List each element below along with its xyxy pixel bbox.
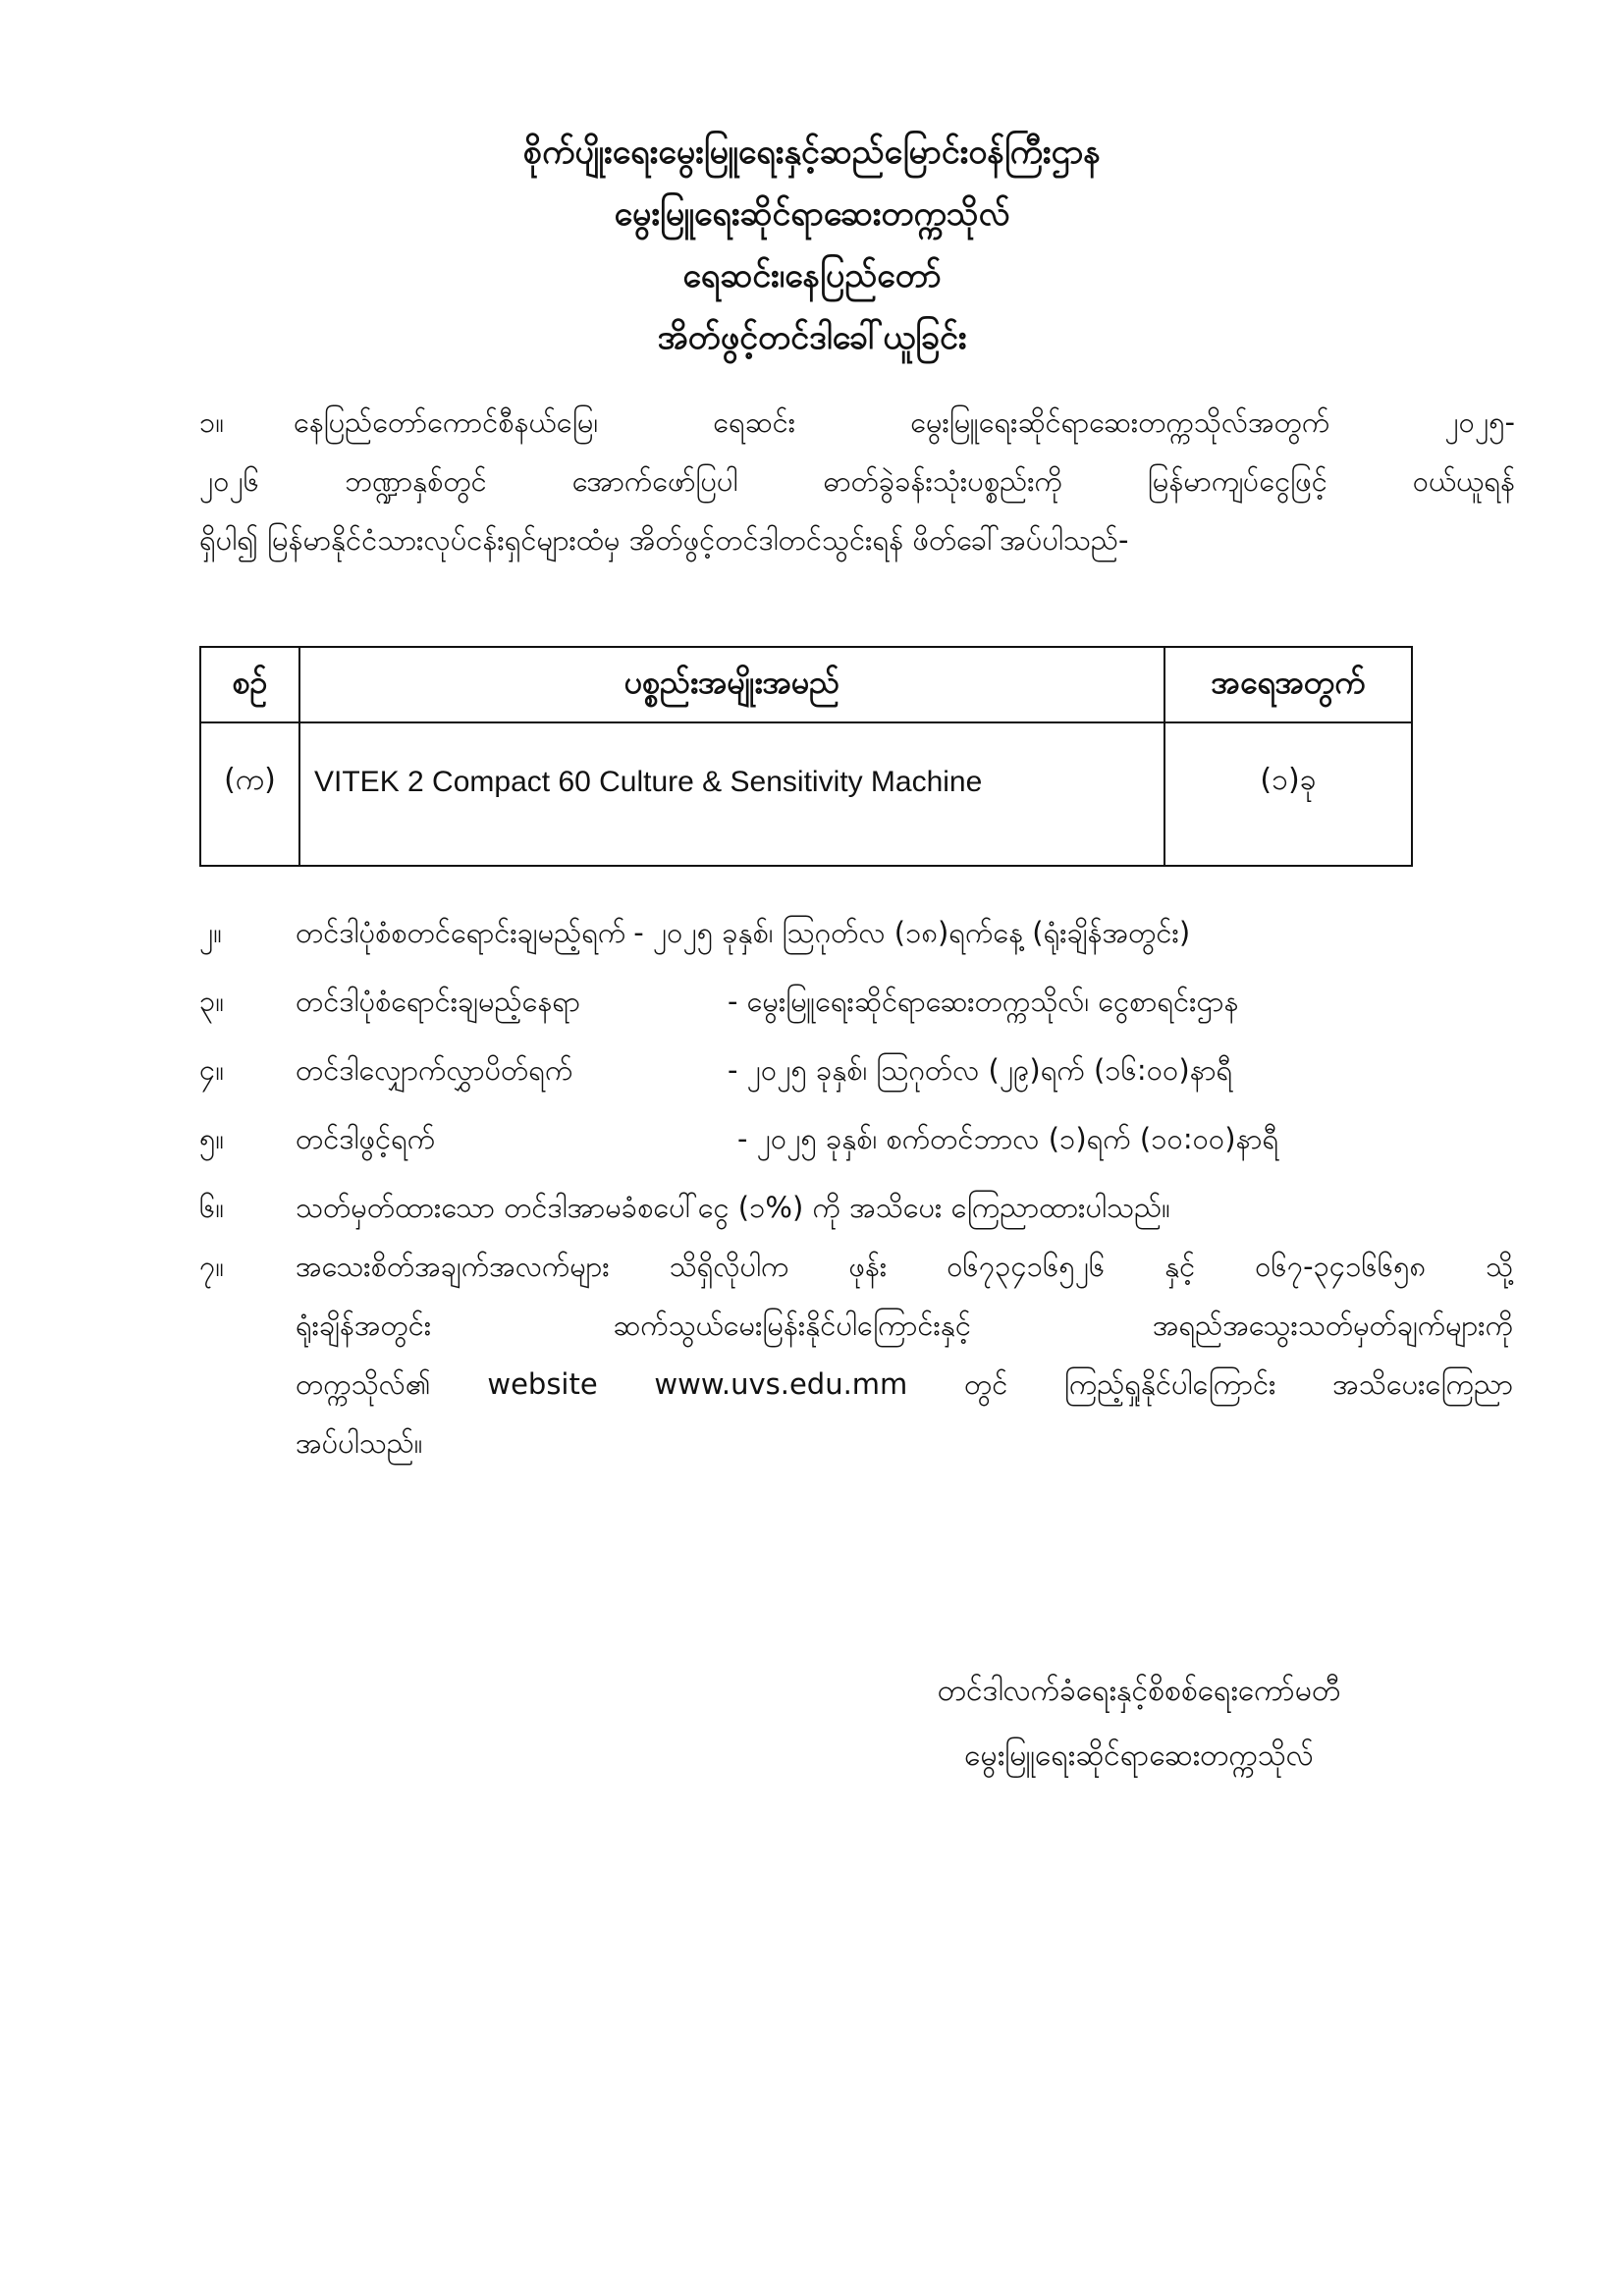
item-number: ၂။ bbox=[199, 915, 223, 949]
item-number: ၃။ bbox=[199, 984, 225, 1018]
table-cell-serial: (က) bbox=[200, 722, 299, 866]
list-item bbox=[199, 1176, 1515, 1245]
item-number: ၄။ bbox=[199, 1052, 225, 1087]
contact-number: ၇။ bbox=[199, 1250, 225, 1283]
list-item bbox=[199, 901, 1515, 970]
item-number: ၆။ bbox=[199, 1190, 225, 1224]
item-value: - ၂၀၂၅ ခုနှစ်၊ ဩဂုတ်လ (၁၈)ရက်နေ့ (ရုံးချိန်အတွင်း) bbox=[633, 915, 1191, 949]
table-header-row bbox=[200, 647, 1412, 722]
signature-block bbox=[844, 1659, 1434, 1789]
item-text: သတ်မှတ်ထားသော တင်ဒါအာမခံစပေါ်ငွေ (၁%) ကို အသိပေး ကြေညာထားပါသည်။ bbox=[296, 1190, 1170, 1224]
intro-line-1-text: နေပြည်တော်ကောင်စီနယ်မြေ၊ ရေဆင်း မွေးမြူရေးဆိုင်ရာဆေးတက္ကသိုလ်အတွက် ၂၀၂၅- bbox=[294, 405, 1515, 439]
list-item bbox=[199, 970, 1515, 1039]
contact-line-1: အသေးစိတ်အချက်အလက်များ သိရှိလိုပါက ဖုန်း ၀၆၇၃၄၁၆၅၂၆ နှင့် ၀၆၇-၃၄၁၆၆၅၈ သို့ bbox=[296, 1250, 1513, 1283]
item-label: တင်ဒါလျှောက်လွှာပိတ်ရက် bbox=[296, 1052, 573, 1087]
contact-line-3: တက္ကသိုလ်၏ website www.uvs.edu.mm တွင် ကြည့်ရှုနိုင်ပါကြောင်း အသိပေးကြေညာ bbox=[296, 1367, 1513, 1401]
contact-line-4: အပ်ပါသည်။ bbox=[296, 1426, 423, 1460]
header-ministry: စိုက်ပျိုးရေးမွေးမြူရေးနှင့်ဆည်မြောင်းဝန်ကြီးဌာန bbox=[523, 133, 1101, 172]
table-row bbox=[200, 722, 1412, 866]
table-header-quantity: အရေအတွက် bbox=[1164, 647, 1412, 722]
intro-line-2: ၂၀၂၆ ဘဏ္ဍာနှစ်တွင် အောက်ဖော်ပြပါ ဓာတ်ခွဲခန်းသုံးပစ္စည်းကို မြန်မာကျပ်ငွေဖြင့် ဝယ်ယူရန် bbox=[199, 464, 1515, 498]
intro-paragraph bbox=[199, 393, 1515, 569]
tender-details-list bbox=[199, 901, 1515, 1245]
header-university: မွေးမြူရေးဆိုင်ရာဆေးတက္ကသိုလ် bbox=[614, 194, 1010, 234]
list-item bbox=[199, 1107, 1515, 1176]
header-location: ရေဆင်း၊နေပြည်တော် bbox=[682, 256, 942, 295]
signature-committee: တင်ဒါလက်ခံရေးနှင့်စိစစ်ရေးကော်မတီ bbox=[937, 1674, 1341, 1708]
item-value: - မွေးမြူရေးဆိုင်ရာဆေးတက္ကသိုလ်၊ ငွေစာရင်းဌာန bbox=[728, 984, 1239, 1018]
item-label: တင်ဒါဖွင့်ရက် bbox=[296, 1121, 436, 1155]
list-item bbox=[199, 1039, 1515, 1107]
item-number: ၅။ bbox=[199, 1121, 225, 1155]
table-header-serial: စဉ် bbox=[200, 647, 299, 722]
items-table bbox=[199, 646, 1413, 867]
table-header-item: ပစ္စည်းအမျိုးအမည် bbox=[299, 647, 1164, 722]
signature-university: မွေးမြူရေးဆိုင်ရာဆေးတက္ကသိုလ် bbox=[964, 1738, 1314, 1773]
header-title: အိတ်ဖွင့်တင်ဒါခေါ်ယူခြင်း bbox=[657, 318, 967, 357]
table-cell-item: VITEK 2 Compact 60 Culture & Sensitivity Machine bbox=[299, 722, 1164, 866]
intro-line-1 bbox=[199, 393, 1515, 452]
intro-line-3: ရှိပါ၍ မြန်မာနိုင်ငံသားလုပ်ငန်းရှင်များထံမှ အိတ်ဖွင့်တင်ဒါတင်သွင်းရန် ဖိတ်ခေါ်အပ်ပါသည်- bbox=[199, 523, 1129, 557]
table-cell-quantity: (၁)ခု bbox=[1164, 722, 1412, 866]
intro-number: ၁။ bbox=[199, 405, 225, 439]
contact-body bbox=[296, 1237, 1513, 1472]
item-label: တင်ဒါပုံစံရောင်းချမည့်နေရာ bbox=[296, 984, 580, 1018]
item-value: - ၂၀၂၅ ခုနှစ်၊ ဩဂုတ်လ (၂၉)ရက် (၁၆:၀၀)နာရီ bbox=[728, 1052, 1233, 1087]
item-value: - ၂၀၂၅ ခုနှစ်၊ စက်တင်ဘာလ (၁)ရက် (၁၀:၀၀)နာရီ bbox=[737, 1121, 1279, 1155]
item-label: တင်ဒါပုံစံစတင်ရောင်းချမည့်ရက် bbox=[296, 915, 626, 949]
contact-line-2: ရုံးချိန်အတွင်း ဆက်သွယ်မေးမြန်းနိုင်ပါကြောင်းနှင့် အရည်အသွေးသတ်မှတ်ချက်များကို bbox=[296, 1308, 1513, 1342]
